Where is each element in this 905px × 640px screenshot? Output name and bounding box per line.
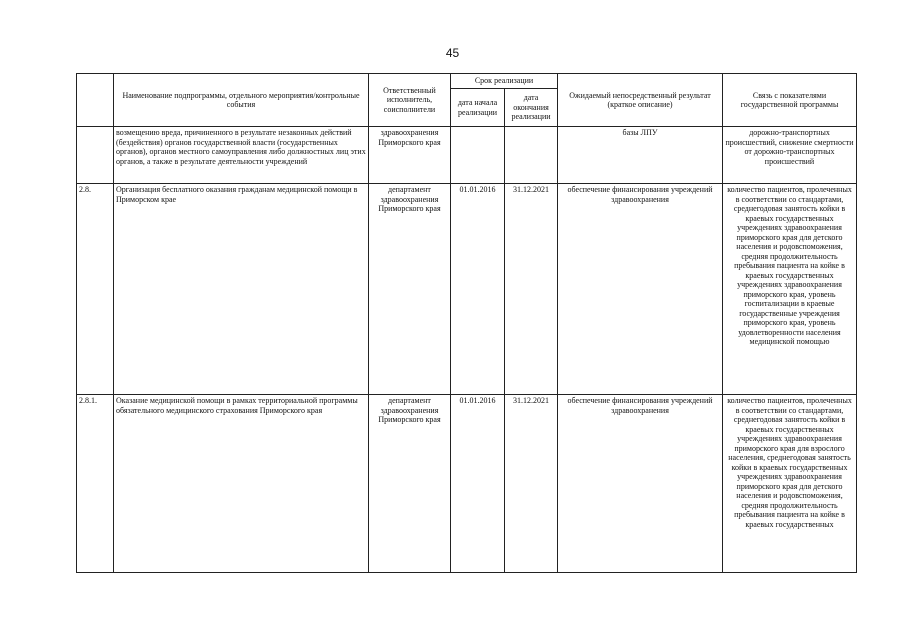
- header-name: Наименование подпрограммы, отдельного мероприятия/контрольные события: [114, 74, 369, 127]
- row-num: [77, 127, 114, 184]
- row-responsible: департамент здравоохранения Приморского края: [369, 395, 451, 573]
- header-link: Связь с показателями государственной программы: [723, 74, 857, 127]
- row-end: [505, 127, 558, 184]
- row-responsible: здравоохранения Приморского края: [369, 127, 451, 184]
- row-name: Организация бесплатного оказания гражданам медицинской помощи в Приморском крае: [114, 184, 369, 395]
- header-period: Срок реализации: [451, 74, 558, 89]
- row-link: дорожно-транспортных происшествий, снижение смертности от дорожно-транспортных происшествий: [723, 127, 857, 184]
- row-link: количество пациентов, пролеченных в соответствии со стандартами, среднегодовая занятость койки в краевых государственных учреждениях здравоохранения приморского края для взрослого населения, среднегодовая занятость койки в краевых государственных учреждениях здравоохранения приморского края для детского населения и родовспоможения, средняя продолжительность пребывания пациента на койке в краевых государственных: [723, 395, 857, 573]
- row-num: 2.8.: [77, 184, 114, 395]
- row-result: базы ЛПУ: [558, 127, 723, 184]
- table-row: [77, 184, 857, 395]
- row-start: [451, 127, 505, 184]
- row-result: обеспечение финансирования учреждений здравоохранения: [558, 184, 723, 395]
- row-end: 31.12.2021: [505, 184, 558, 395]
- row-num: 2.8.1.: [77, 395, 114, 573]
- header-num-cell: [77, 74, 114, 127]
- table-row: [77, 127, 857, 184]
- row-start: 01.01.2016: [451, 184, 505, 395]
- row-name: Оказание медицинской помощи в рамках территориальной программы обязательного медицинского страхования Приморского края: [114, 395, 369, 573]
- header-responsible: Ответственный исполнитель, соисполнители: [369, 74, 451, 127]
- header-end: дата окончания реализации: [505, 89, 558, 127]
- row-start: 01.01.2016: [451, 395, 505, 573]
- table-row: [77, 395, 857, 573]
- program-table: [76, 73, 857, 573]
- row-result: обеспечение финансирования учреждений здравоохранения: [558, 395, 723, 573]
- row-end: 31.12.2021: [505, 395, 558, 573]
- row-responsible: департамент здравоохранения Приморского края: [369, 184, 451, 395]
- page-number: 45: [445, 46, 460, 60]
- row-name: возмещению вреда, причиненного в результате незаконных действий (бездействия) органов государственной власти (государственных органов), органов местного самоуправления либо должностных лиц этих органов, а также в результате деятельности учреждений: [114, 127, 369, 184]
- header-row: [77, 74, 857, 89]
- header-start: дата начала реализации: [451, 89, 505, 127]
- row-link: количество пациентов, пролеченных в соответствии со стандартами, среднегодовая занятость койки в краевых государственных учреждениях здравоохранения приморского края для детского населения и родовспоможения, средняя продолжительность пребывания пациента на койке в краевых государственных учреждениях здравоохранения приморского края, уровень госпитализации в краевые государственные учреждения приморского края, уровень удовлетворенности населения медицинской помощью: [723, 184, 857, 395]
- header-result: Ожидаемый непосредственный результат (краткое описание): [558, 74, 723, 127]
